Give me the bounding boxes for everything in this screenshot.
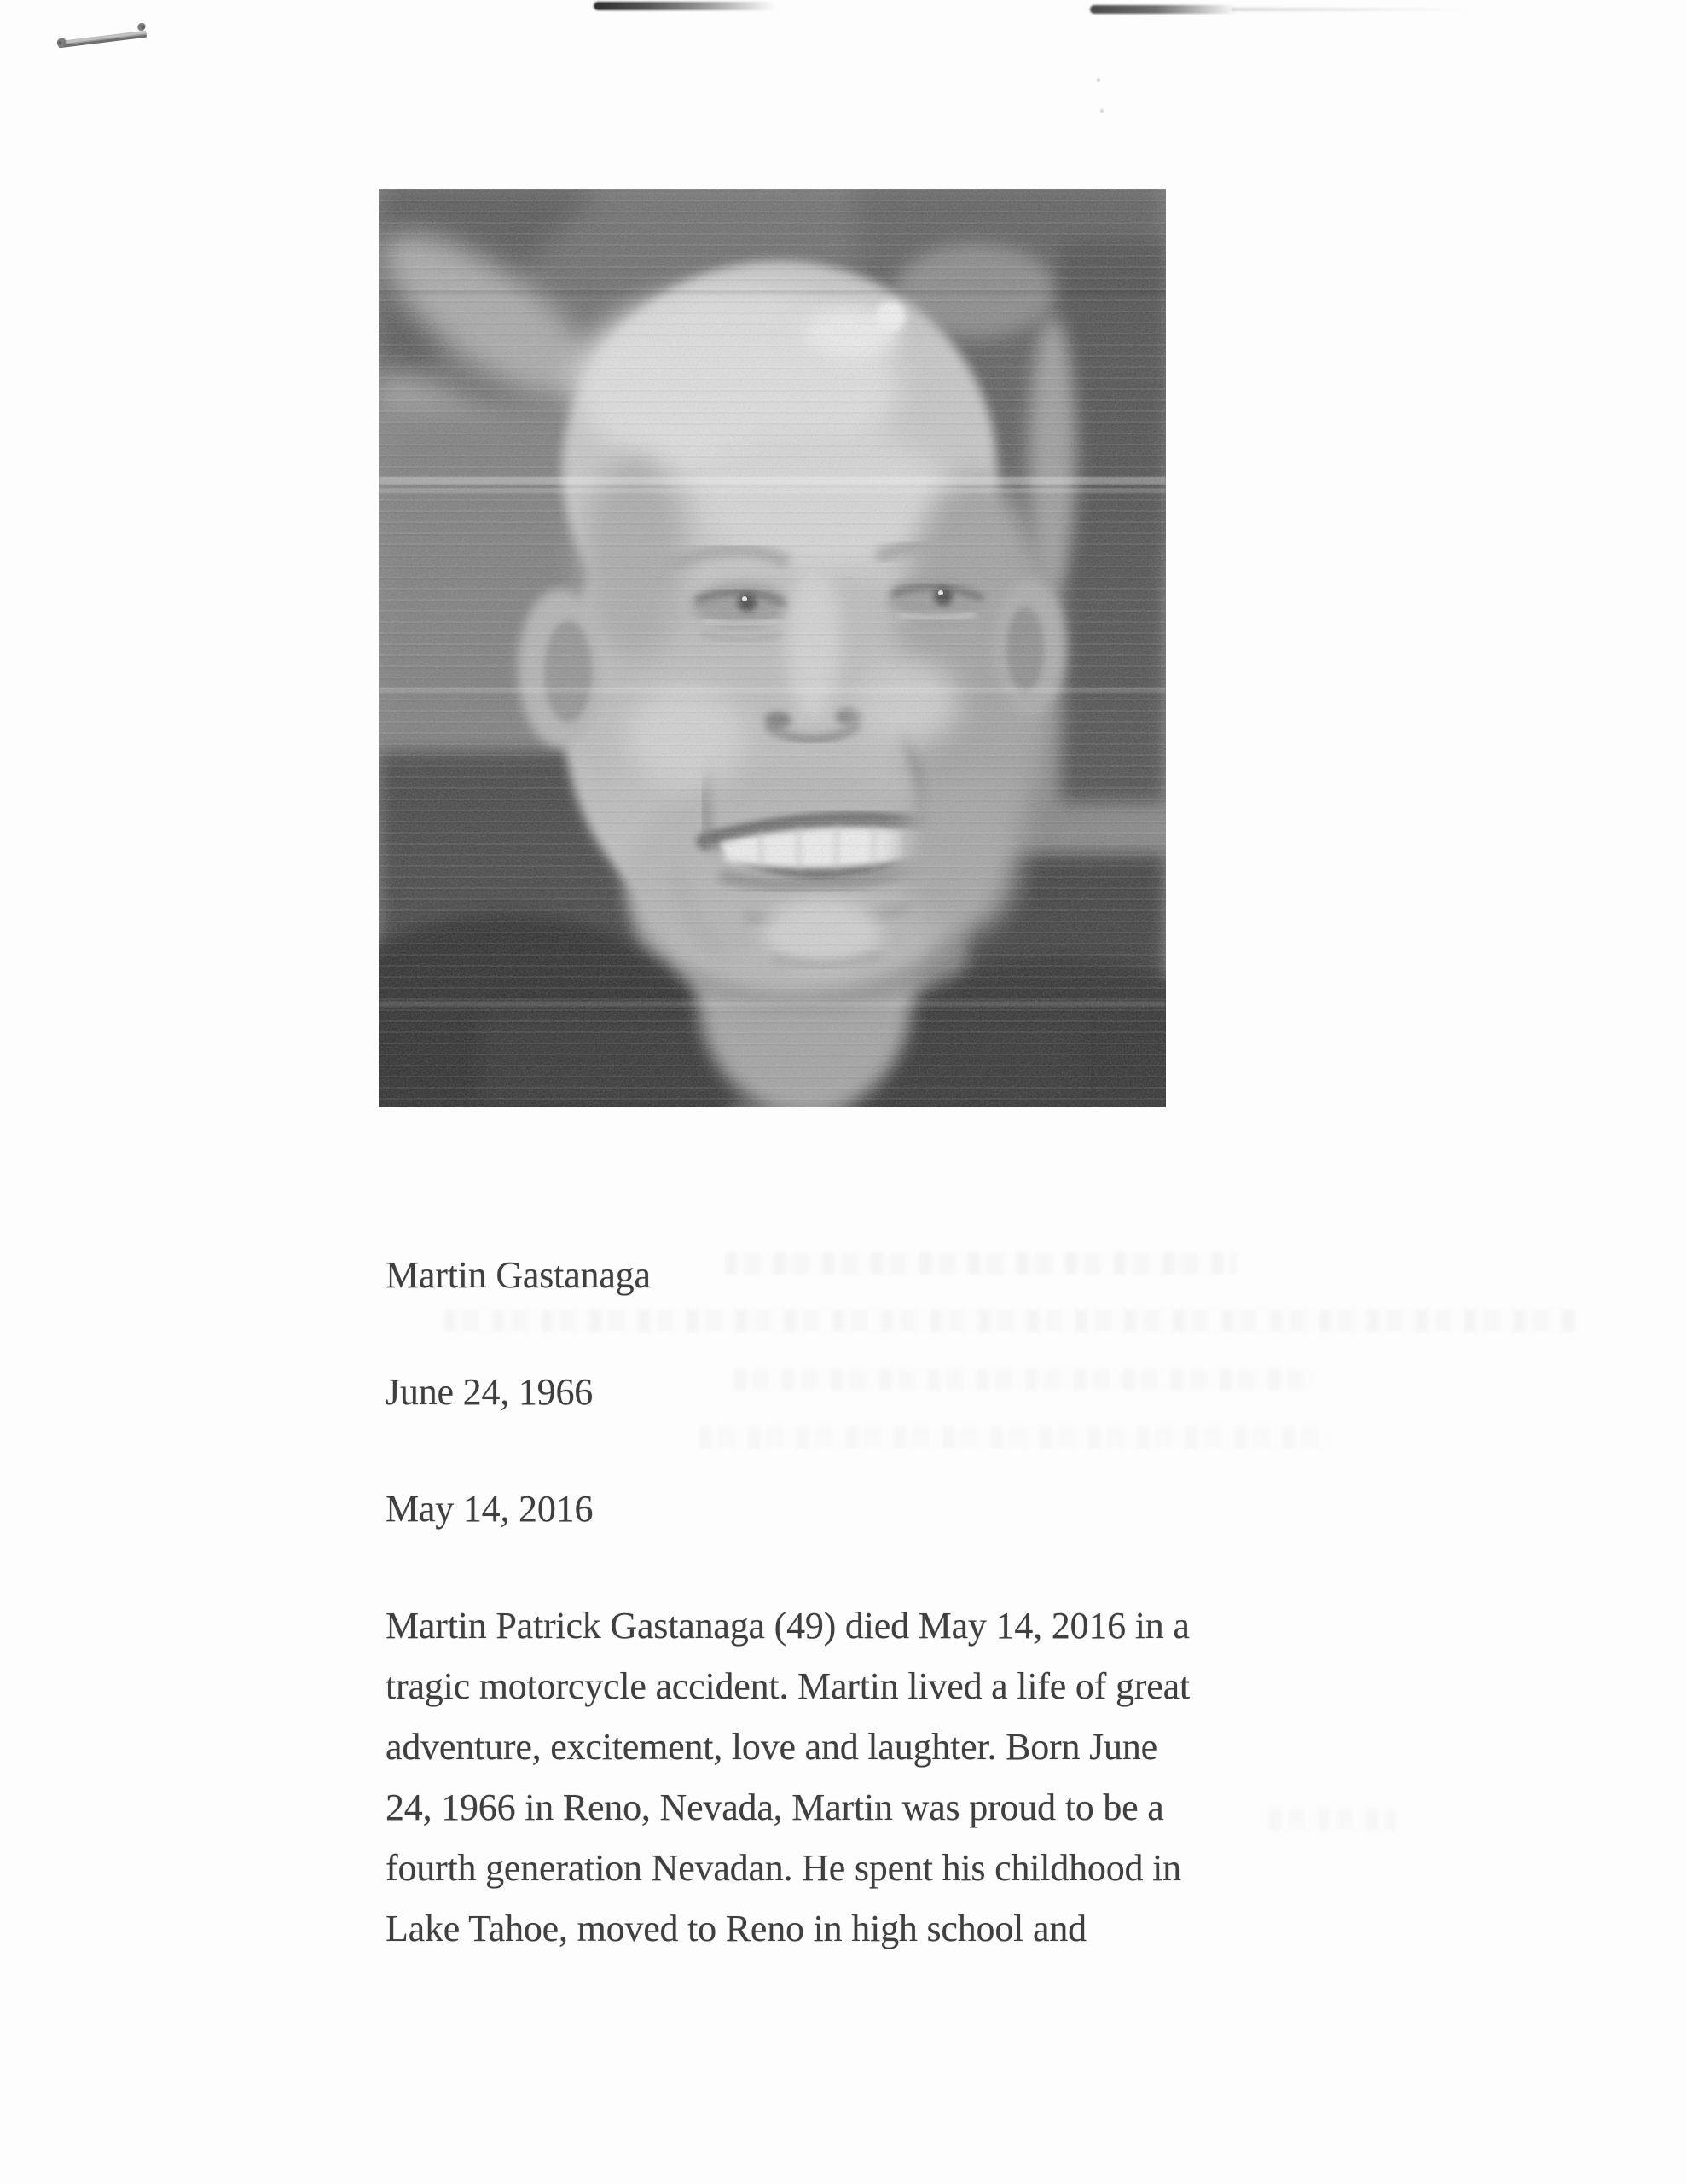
paragraph-line: tragic motorcycle accident. Martin lived a life of great	[386, 1665, 1190, 1707]
paragraph-line: Martin Patrick Gastanaga (49) died May 14, 2016 in a	[386, 1605, 1190, 1647]
obituary-paragraph	[386, 1595, 1315, 1959]
portrait-photo-art	[379, 189, 1166, 1107]
obituary-text	[386, 1245, 1315, 1959]
deceased-name: Martin Gastanaga	[386, 1254, 651, 1296]
paragraph-line: fourth generation Nevadan. He spent his childhood in	[386, 1847, 1181, 1889]
scanner-streak	[594, 2, 774, 10]
birth-date: June 24, 1966	[386, 1371, 594, 1413]
scanner-streak	[1232, 8, 1470, 11]
death-date: May 14, 2016	[386, 1488, 594, 1530]
staple-icon	[51, 20, 154, 56]
scanner-streak	[1090, 5, 1237, 14]
scan-speck	[1097, 78, 1100, 82]
portrait-photo	[379, 189, 1166, 1107]
paragraph-line: 24, 1966 in Reno, Nevada, Martin was proud to be a	[386, 1786, 1164, 1828]
paragraph-line: Lake Tahoe, moved to Reno in high school and	[386, 1908, 1087, 1949]
paragraph-line: adventure, excitement, love and laughter. Born June	[386, 1726, 1157, 1768]
scan-speck	[1100, 109, 1104, 113]
